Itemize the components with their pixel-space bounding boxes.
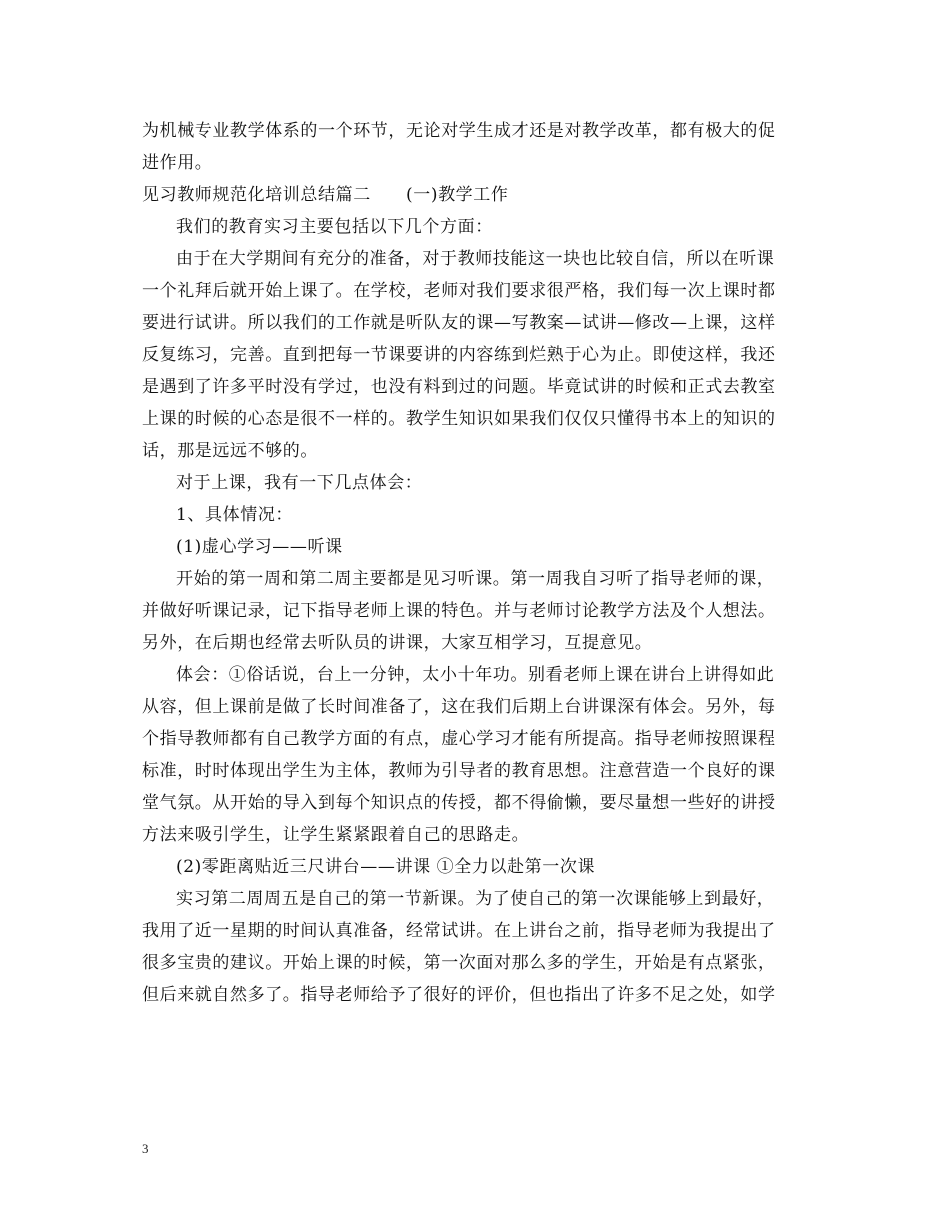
text-line: 一个礼拜后就开始上课了。在学校，老师对我们要求很严格，我们每一次上课时都 bbox=[142, 281, 776, 301]
text-line: 开始的第一周和第二周主要都是见习听课。第一周我自习听了指导老师的课， bbox=[176, 569, 775, 589]
text-line: 堂气氛。从开始的导入到每个知识点的传授，都不得偷懒，要尽量想一些好的讲授 bbox=[142, 793, 776, 813]
text-line: 个指导教师都有自己教学方面的有点，虚心学习才能有所提高。指导老师按照课程 bbox=[142, 729, 776, 749]
text-line: 标准，时时体现出学生为主体，教师为引导者的教育思想。注意营造一个良好的课 bbox=[142, 761, 776, 781]
text-line: 体会：①俗话说，台上一分钟，太小十年功。别看老师上课在讲台上讲得如此 bbox=[176, 665, 775, 685]
list-heading: (2)零距离贴近三尺讲台——讲课 ①全力以赴第一次课 bbox=[176, 857, 596, 877]
text-line: 上课的时候的心态是很不一样的。教学生知识如果我们仅仅只懂得书本上的知识的 bbox=[142, 409, 776, 429]
text-line: 很多宝贵的建议。开始上课的时候，第一次面对那么多的学生，开始是有点紧张， bbox=[142, 953, 776, 973]
list-heading: (1)虚心学习——听课 bbox=[176, 537, 343, 557]
document-body bbox=[142, 115, 812, 1011]
text-line: 对于上课，我有一下几点体会： bbox=[176, 473, 423, 493]
list-heading: 1、具体情况： bbox=[176, 505, 294, 525]
text-line: 为机械专业教学体系的一个环节，无论对学生成才还是对教学改革，都有极大的促 bbox=[142, 121, 776, 141]
text-line: 是遇到了许多平时没有学过，也没有料到过的问题。毕竟试讲的时候和正式去教室 bbox=[142, 377, 776, 397]
text-line: 我们的教育实习主要包括以下几个方面： bbox=[176, 217, 493, 237]
text-line: 进作用。 bbox=[142, 153, 213, 173]
text-line: 方法来吸引学生，让学生紧紧跟着自己的思路走。 bbox=[142, 825, 530, 845]
text-line: 另外，在后期也经常去听队员的讲课，大家互相学习，互提意见。 bbox=[142, 633, 653, 653]
text-line: 话，那是远远不够的。 bbox=[142, 441, 318, 461]
text-line: 实习第二周周五是自己的第一节新课。为了使自己的第一次课能够上到最好， bbox=[176, 889, 775, 909]
page-number: 3 bbox=[142, 1141, 149, 1156]
text-line: 我用了近一星期的时间认真准备，经常试讲。在上讲台之前，指导老师为我提出了 bbox=[142, 921, 776, 941]
section-heading: 见习教师规范化培训总结篇二 (一)教学工作 bbox=[142, 185, 509, 205]
text-line: 并做好听课记录，记下指导老师上课的特色。并与老师讨论教学方法及个人想法。 bbox=[142, 601, 776, 621]
text-line: 要进行试讲。所以我们的工作就是听队友的课—写教案—试讲—修改—上课，这样 bbox=[142, 313, 776, 333]
text-line: 但后来就自然多了。指导老师给予了很好的评价，但也指出了许多不足之处，如学 bbox=[142, 985, 776, 1005]
text-line: 由于在大学期间有充分的准备，对于教师技能这一块也比较自信，所以在听课 bbox=[176, 249, 775, 269]
text-line: 反复练习，完善。直到把每一节课要讲的内容练到烂熟于心为止。即使这样，我还 bbox=[142, 345, 776, 365]
text-line: 从容，但上课前是做了长时间准备了，这在我们后期上台讲课深有体会。另外，每 bbox=[142, 697, 776, 717]
